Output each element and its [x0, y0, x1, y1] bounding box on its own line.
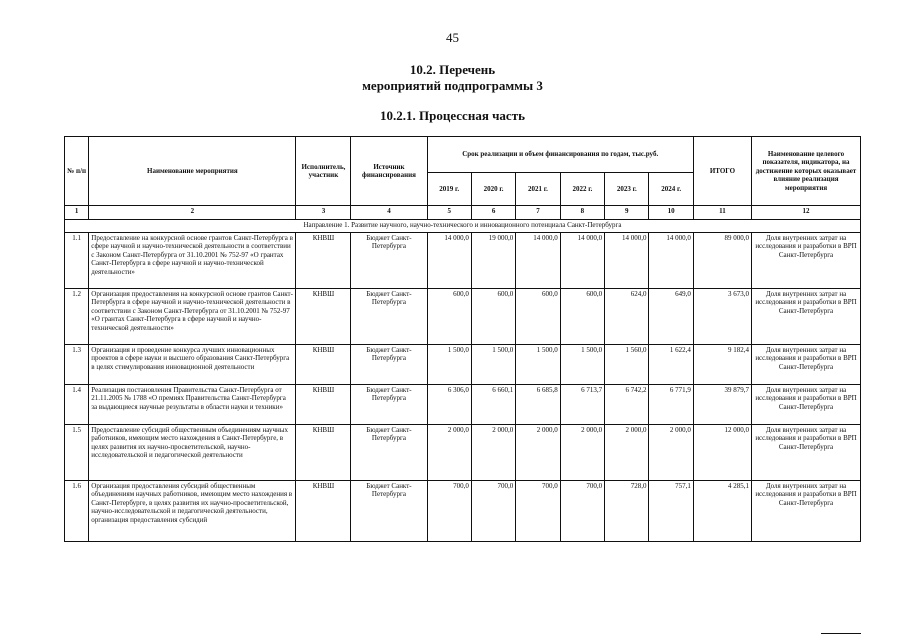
year-amount: 6 660,1: [471, 385, 515, 425]
target-indicator: Доля внутренних затрат на исследования и разработки в ВРП Санкт-Петербурга: [752, 345, 861, 385]
row-number: 1.2: [65, 289, 89, 345]
column-number: 10: [649, 206, 693, 220]
year-amount: 700,0: [427, 481, 471, 542]
document-title: [0, 62, 905, 94]
column-number: 1: [65, 206, 89, 220]
column-number: 12: [752, 206, 861, 220]
header-total: ИТОГО: [693, 137, 751, 206]
funding-source: Бюджет Санкт-Петербурга: [351, 233, 427, 289]
year-amount: 6 685,8: [516, 385, 560, 425]
executor: КНВШ: [296, 481, 351, 542]
year-amount: 649,0: [649, 289, 693, 345]
page-number: 45: [446, 30, 459, 45]
header-source: Источник финансирования: [351, 137, 427, 206]
table-row: [65, 289, 861, 345]
funding-source: Бюджет Санкт-Петербурга: [351, 345, 427, 385]
year-amount: 2 000,0: [516, 425, 560, 481]
measure-name: Реализация постановления Правительства Санкт-Петербурга от 21.11.2005 № 1788 «О премиях Правительства Санкт-Петербурга за выдающиеся научные результаты в области науки и техники»: [89, 385, 296, 425]
year-amount: 14 000,0: [605, 233, 649, 289]
measure-name: Предоставление субсидий общественным объединениям научных работников, имеющим место нахождения в Санкт-Петербурге, в целях развития их научно-просветительской, научно-исследовательской и педагогической деятельности: [89, 425, 296, 481]
row-number: 1.3: [65, 345, 89, 385]
target-indicator: Доля внутренних затрат на исследования и разработки в ВРП Санкт-Петербурга: [752, 233, 861, 289]
target-indicator: Доля внутренних затрат на исследования и разработки в ВРП Санкт-Петербурга: [752, 289, 861, 345]
measure-name: Организация предоставления на конкурсной основе грантов Санкт-Петербурга в сфере научной и научно-технической деятельности в соответствии с Законом Санкт-Петербурга от 31.10.2001 № 752-97 «О грантах Санкт-Петербурга в сфере научной и научно-технической деятельности»: [89, 289, 296, 345]
funding-source: Бюджет Санкт-Петербурга: [351, 289, 427, 345]
total-amount: 12 000,0: [693, 425, 751, 481]
funding-source: Бюджет Санкт-Петербурга: [351, 425, 427, 481]
header-name: Наименование мероприятия: [89, 137, 296, 206]
executor: КНВШ: [296, 345, 351, 385]
year-amount: 19 000,0: [471, 233, 515, 289]
year-amount: 6 713,7: [560, 385, 604, 425]
column-number-row: [65, 206, 861, 220]
year-amount: 2 000,0: [649, 425, 693, 481]
total-amount: 3 673,0: [693, 289, 751, 345]
year-amount: 600,0: [516, 289, 560, 345]
measure-name: Организация предоставления субсидий общественным объединениям научных работников, имеющим место нахождения в Санкт-Петербурге, в целях развития их научно-просветительской, научно-исследовательской и педагогической деятельности, организация предоставления субсидий: [89, 481, 296, 542]
title-line-1: 10.2. Перечень: [409, 62, 496, 77]
footer-rule: [821, 633, 861, 634]
funding-source: Бюджет Санкт-Петербурга: [351, 481, 427, 542]
column-number: 4: [351, 206, 427, 220]
executor: КНВШ: [296, 233, 351, 289]
year-amount: 700,0: [560, 481, 604, 542]
table-row: [65, 233, 861, 289]
row-number: 1.6: [65, 481, 89, 542]
target-indicator: Доля внутренних затрат на исследования и разработки в ВРП Санкт-Петербурга: [752, 481, 861, 542]
year-amount: 700,0: [516, 481, 560, 542]
year-amount: 2 000,0: [605, 425, 649, 481]
total-amount: 9 182,4: [693, 345, 751, 385]
total-amount: 39 879,7: [693, 385, 751, 425]
year-amount: 6 742,2: [605, 385, 649, 425]
year-amount: 1 500,0: [516, 345, 560, 385]
header-year: 2019 г.: [427, 173, 471, 206]
year-amount: 6 771,9: [649, 385, 693, 425]
year-amount: 728,0: [605, 481, 649, 542]
table-row: [65, 481, 861, 542]
measure-name: Предоставление на конкурсной основе грантов Санкт-Петербурга в сфере научной и научно-технической деятельности в соответствии с Законом Санкт-Петербурга от 31.10.2001 № 752-97 «О грантах Санкт-Петербурга в сфере научной и научно-технической деятельности»: [89, 233, 296, 289]
measures-table: [64, 136, 861, 542]
header-year: 2024 г.: [649, 173, 693, 206]
year-amount: 1 500,0: [560, 345, 604, 385]
column-number: 9: [605, 206, 649, 220]
year-amount: 1 560,0: [605, 345, 649, 385]
target-indicator: Доля внутренних затрат на исследования и разработки в ВРП Санкт-Петербурга: [752, 425, 861, 481]
table-row: [65, 385, 861, 425]
header-num: № п/п: [65, 137, 89, 206]
measure-name: Организация и проведение конкурса лучших инновационных проектов в сфере науки и высшего образования Санкт-Петербурга в целях стимулирования инновационной деятельности: [89, 345, 296, 385]
executor: КНВШ: [296, 385, 351, 425]
row-number: 1.4: [65, 385, 89, 425]
year-amount: 757,1: [649, 481, 693, 542]
section-subtitle: 10.2.1. Процессная часть: [380, 108, 525, 123]
year-amount: 2 000,0: [427, 425, 471, 481]
year-amount: 1 622,4: [649, 345, 693, 385]
table-row: [65, 425, 861, 481]
row-number: 1.5: [65, 425, 89, 481]
executor: КНВШ: [296, 425, 351, 481]
section-heading: Направление 1. Развитие научного, научно-технического и инновационного потенциала Санкт-Петербурга: [65, 220, 861, 233]
year-amount: 2 000,0: [471, 425, 515, 481]
column-number: 6: [471, 206, 515, 220]
column-number: 7: [516, 206, 560, 220]
header-year: 2020 г.: [471, 173, 515, 206]
executor: КНВШ: [296, 289, 351, 345]
header-period-group: Срок реализации и объем финансирования по годам, тыс.руб.: [427, 137, 693, 173]
column-number: 11: [693, 206, 751, 220]
year-amount: 600,0: [560, 289, 604, 345]
target-indicator: Доля внутренних затрат на исследования и разработки в ВРП Санкт-Петербурга: [752, 385, 861, 425]
funding-source: Бюджет Санкт-Петербурга: [351, 385, 427, 425]
year-amount: 1 500,0: [471, 345, 515, 385]
year-amount: 2 000,0: [560, 425, 604, 481]
year-amount: 14 000,0: [649, 233, 693, 289]
year-amount: 1 500,0: [427, 345, 471, 385]
column-number: 2: [89, 206, 296, 220]
year-amount: 700,0: [471, 481, 515, 542]
header-year: 2023 г.: [605, 173, 649, 206]
total-amount: 4 285,1: [693, 481, 751, 542]
year-amount: 6 306,0: [427, 385, 471, 425]
header-indicator: Наименование целевого показателя, индикатора, на достижение которых оказывает влияние реализация мероприятия: [752, 137, 861, 206]
header-year: 2022 г.: [560, 173, 604, 206]
year-amount: 14 000,0: [427, 233, 471, 289]
column-number: 8: [560, 206, 604, 220]
header-year: 2021 г.: [516, 173, 560, 206]
column-number: 5: [427, 206, 471, 220]
column-number: 3: [296, 206, 351, 220]
year-amount: 14 000,0: [516, 233, 560, 289]
year-amount: 14 000,0: [560, 233, 604, 289]
title-line-2: мероприятий подпрограммы 3: [362, 78, 543, 93]
year-amount: 600,0: [471, 289, 515, 345]
total-amount: 89 000,0: [693, 233, 751, 289]
table-row: [65, 345, 861, 385]
row-number: 1.1: [65, 233, 89, 289]
year-amount: 600,0: [427, 289, 471, 345]
section-row: [65, 220, 861, 233]
header-executor: Исполнитель, участник: [296, 137, 351, 206]
year-amount: 624,0: [605, 289, 649, 345]
